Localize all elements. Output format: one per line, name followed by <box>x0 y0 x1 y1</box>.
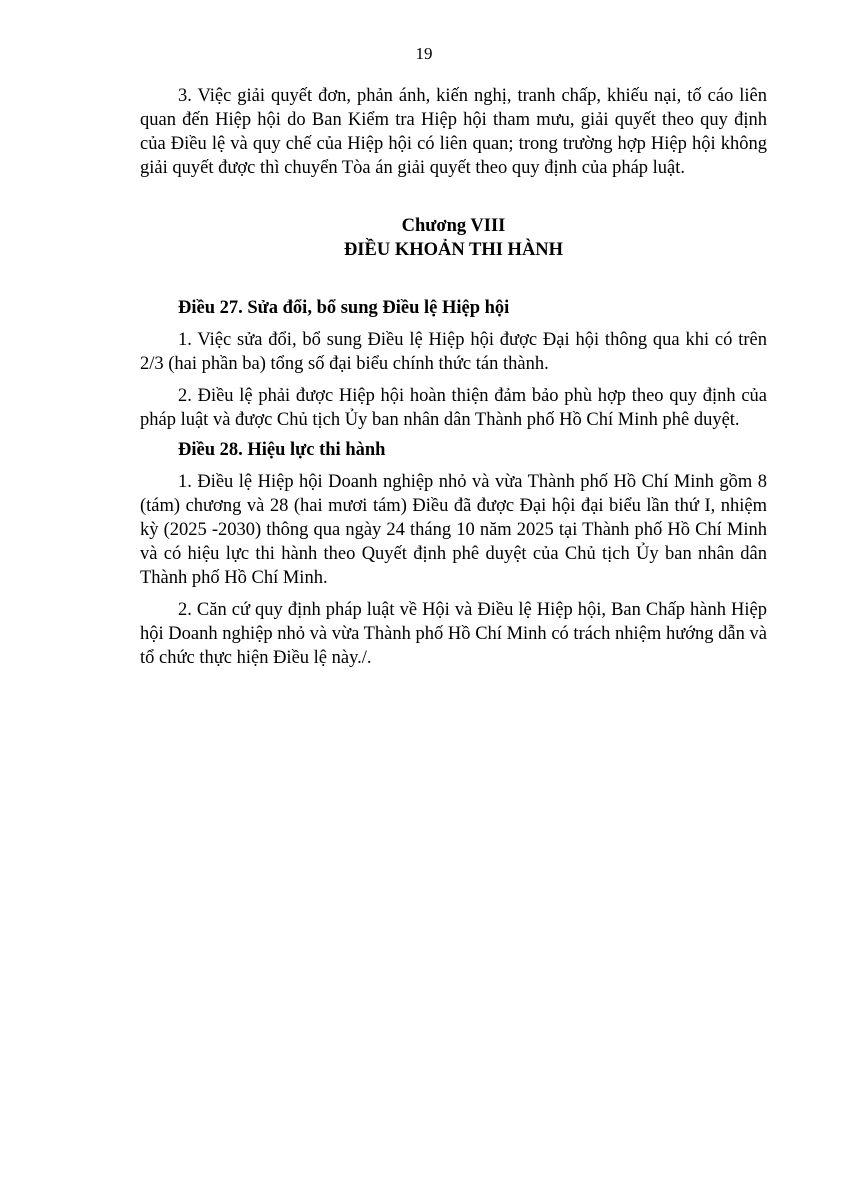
article-27-heading: Điều 27. Sửa đổi, bổ sung Điều lệ Hiệp hội <box>178 298 510 318</box>
article-27-clause-1: 1. Việc sửa đổi, bổ sung Điều lệ Hiệp hội được Đại hội thông qua khi có trên 2/3 (hai phần ba) tổng số đại biểu chính thức tán thành. <box>140 330 767 374</box>
article-28-heading: Điều 28. Hiệu lực thi hành <box>178 440 386 460</box>
document-body <box>140 84 767 670</box>
chapter-heading <box>140 214 767 262</box>
page-number: 19 <box>415 44 433 63</box>
article-27-clause-2: 2. Điều lệ phải được Hiệp hội hoàn thiện đảm bảo phù hợp theo quy định của pháp luật và được Chủ tịch Ủy ban nhân dân Thành phố Hồ Chí Minh phê duyệt. <box>140 386 767 430</box>
article-28-clause-1: 1. Điều lệ Hiệp hội Doanh nghiệp nhỏ và vừa Thành phố Hồ Chí Minh gồm 8 (tám) chương và 28 (hai mươi tám) Điều đã được Đại hội đại biểu lần thứ I, nhiệm kỳ (2025 -2030) thông qua ngày 24 tháng 10 năm 2025 tại Thành phố Hồ Chí Minh và có hiệu lực thi hành theo Quyết định phê duyệt của Chủ tịch Ủy ban nhân dân Thành phố Hồ Chí Minh. <box>140 472 767 588</box>
chapter-number: Chương VIII <box>401 216 506 236</box>
article-28-clause-2: 2. Căn cứ quy định pháp luật về Hội và Điều lệ Hiệp hội, Ban Chấp hành Hiệp hội Doanh nghiệp nhỏ và vừa Thành phố Hồ Chí Minh có trách nhiệm hướng dẫn và tổ chức thực hiện Điều lệ này./. <box>140 600 767 668</box>
top-paragraph: 3. Việc giải quyết đơn, phản ánh, kiến nghị, tranh chấp, khiếu nại, tố cáo liên quan đến Hiệp hội do Ban Kiểm tra Hiệp hội tham mưu, giải quyết theo quy định của Điều lệ và quy chế của Hiệp hội có liên quan; trong trường hợp Hiệp hội không giải quyết được thì chuyển Tòa án giải quyết theo quy định của pháp luật. <box>140 86 767 178</box>
chapter-title: ĐIỀU KHOẢN THI HÀNH <box>343 240 564 260</box>
